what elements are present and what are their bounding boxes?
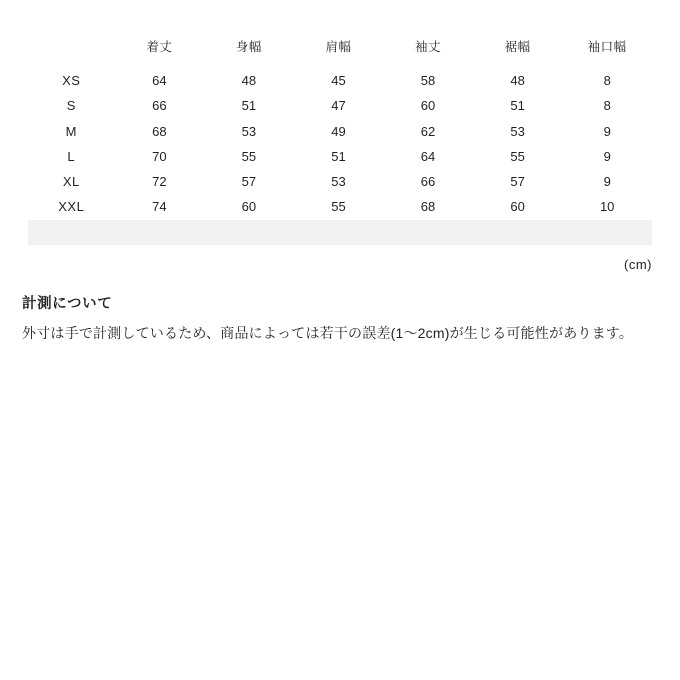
cell-sleeve-length: 58 xyxy=(420,73,436,88)
cell-shoulder-width: 47 xyxy=(331,98,346,114)
table-row xyxy=(28,194,652,219)
table-row xyxy=(28,68,652,93)
stripe-cell xyxy=(562,220,652,245)
cell-sleeve-length: 64 xyxy=(420,148,436,164)
cell-cuff-width: 9 xyxy=(603,148,611,164)
size-table-corner-header xyxy=(28,26,115,68)
column-header-cuff-width: 袖口幅 xyxy=(587,40,627,54)
cell-sleeve-length: 62 xyxy=(420,123,436,139)
cell-shoulder-width: 45 xyxy=(331,73,346,88)
stripe-cell xyxy=(204,220,294,245)
column-header-sleeve-length: 袖丈 xyxy=(415,40,442,54)
cell-chest-width: 57 xyxy=(241,174,257,190)
stripe-cell xyxy=(294,220,384,245)
cell-chest-width: 60 xyxy=(241,199,257,215)
cell-cuff-width: 8 xyxy=(603,98,611,114)
row-size-label: XS xyxy=(62,73,81,88)
cell-sleeve-length: 66 xyxy=(420,174,436,190)
size-table-container xyxy=(28,26,652,245)
stripe-cell xyxy=(383,220,473,245)
cell-sleeve-length: 60 xyxy=(420,98,436,114)
cell-shoulder-width: 55 xyxy=(331,199,346,215)
unit-note: (cm) xyxy=(624,257,652,272)
cell-sleeve-length: 68 xyxy=(420,199,436,215)
cell-length: 66 xyxy=(152,98,167,114)
size-table-body xyxy=(28,68,652,245)
table-row xyxy=(28,93,652,118)
cell-hem-width: 51 xyxy=(510,98,525,114)
notes-body: 外寸は手で計測しているため、商品によっては若干の誤差(1〜2cm)が生じる可能性があります。 xyxy=(22,325,634,341)
stripe-cell xyxy=(28,220,115,245)
cell-shoulder-width: 49 xyxy=(331,123,346,139)
size-table xyxy=(28,26,652,245)
cell-length: 68 xyxy=(152,123,167,139)
cell-shoulder-width: 53 xyxy=(331,174,346,190)
cell-chest-width: 51 xyxy=(241,98,257,114)
cell-length: 64 xyxy=(152,73,167,88)
cell-hem-width: 57 xyxy=(510,174,525,190)
row-size-label: M xyxy=(65,123,77,139)
column-header-shoulder-width: 肩幅 xyxy=(325,40,352,54)
row-size-label: XL xyxy=(62,174,80,190)
cell-hem-width: 48 xyxy=(510,73,525,88)
table-row xyxy=(28,119,652,144)
cell-cuff-width: 9 xyxy=(603,123,611,139)
cell-length: 74 xyxy=(152,199,167,215)
cell-hem-width: 60 xyxy=(510,199,525,215)
column-header-length: 着丈 xyxy=(146,40,173,54)
cell-length: 72 xyxy=(152,174,167,190)
notes-title: 計測について xyxy=(22,296,113,312)
cell-shoulder-width: 51 xyxy=(331,148,346,164)
cell-chest-width: 48 xyxy=(241,73,257,88)
cell-cuff-width: 8 xyxy=(603,73,611,88)
measurement-notes xyxy=(22,292,662,344)
table-row xyxy=(28,144,652,169)
size-table-head xyxy=(28,26,652,68)
cell-cuff-width: 10 xyxy=(599,199,615,215)
stripe-cell xyxy=(115,220,205,245)
cell-cuff-width: 9 xyxy=(603,174,611,190)
size-table-header-row xyxy=(28,26,652,68)
cell-chest-width: 55 xyxy=(241,148,257,164)
cell-hem-width: 55 xyxy=(510,148,525,164)
row-size-label: S xyxy=(66,98,76,114)
column-header-chest-width: 身幅 xyxy=(235,40,262,54)
table-footer-stripe xyxy=(28,220,652,245)
row-size-label: XXL xyxy=(58,199,85,215)
table-row xyxy=(28,169,652,194)
cell-length: 70 xyxy=(152,148,167,164)
cell-chest-width: 53 xyxy=(241,123,257,139)
column-header-hem-width: 裾幅 xyxy=(504,40,531,54)
stripe-cell xyxy=(473,220,563,245)
row-size-label: L xyxy=(67,148,76,164)
cell-hem-width: 53 xyxy=(510,123,525,139)
